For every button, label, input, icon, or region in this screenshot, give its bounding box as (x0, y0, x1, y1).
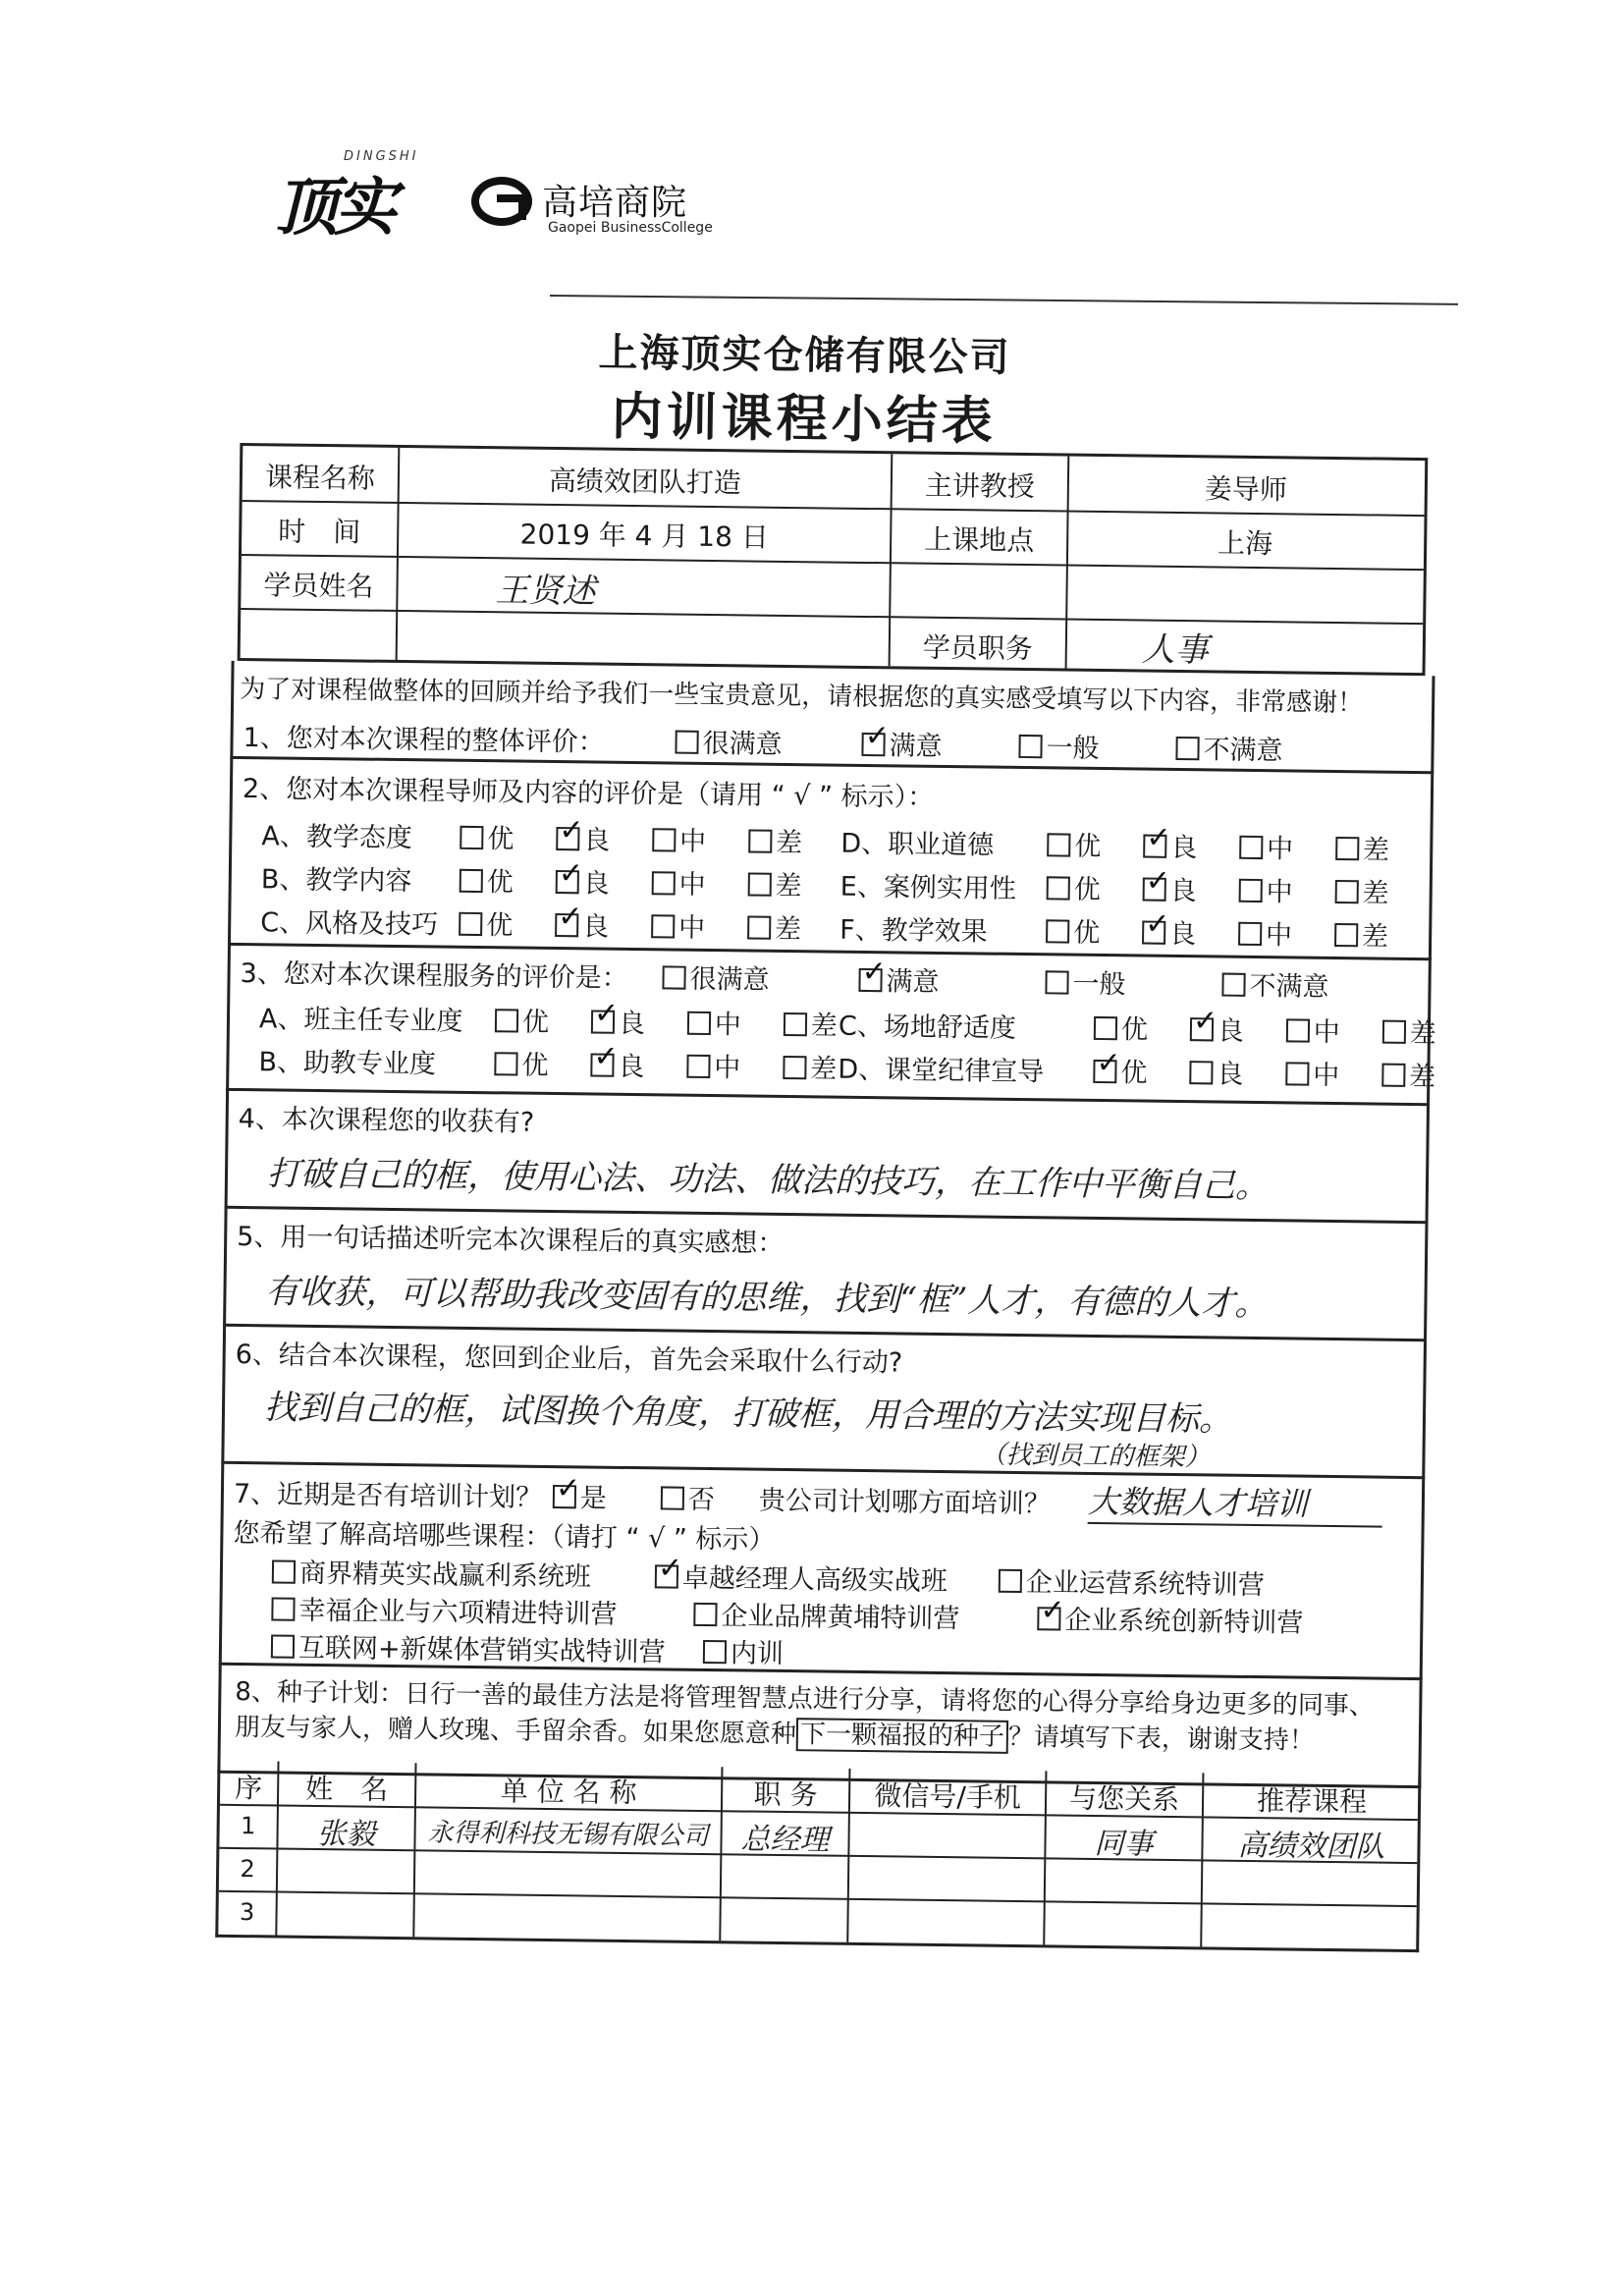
q2-item-e: E、案例实用性 (839, 871, 1016, 904)
q2-b-grades[interactable]: 优 ✓ 良 中 差 (460, 860, 802, 902)
col-header-no: 序 (234, 1771, 263, 1805)
q5-text: 5、用一句话描述听完本次课程后的真实感想： (237, 1221, 785, 1259)
q5-answer[interactable]: 有收获，可以帮助我改变固有的思维，找到“框”人才，有德的人才。 (265, 1272, 1269, 1325)
form-title: 内训课程小结表 (611, 387, 998, 452)
time-label: 时 间 (278, 515, 361, 549)
ref-row-divider (219, 1890, 1417, 1907)
checkbox-checked-icon[interactable] (1142, 921, 1165, 945)
q7-courses-question: 您希望了解高培哪些课程：（请打 “ √ ” 标示） (233, 1517, 776, 1556)
course-option-1[interactable]: 商界精英实战赢利系统班 (272, 1551, 591, 1593)
q7-option-yes[interactable]: ✓ 是 (553, 1476, 607, 1515)
checkbox-icon[interactable] (1382, 1020, 1406, 1044)
checkbox-icon[interactable] (748, 829, 772, 852)
section-q1 (230, 661, 1435, 774)
q7-option-no[interactable]: 否 (661, 1477, 715, 1516)
checkbox-icon[interactable] (271, 1597, 295, 1620)
teacher-label: 主讲教授 (924, 468, 1036, 504)
row-3-no: 3 (239, 1898, 255, 1927)
q6-answer[interactable]: 找到自己的框，试图换个角度，打破框，用合理的方法实现目标。 (263, 1388, 1233, 1440)
checkbox-icon[interactable] (1238, 922, 1262, 946)
checkbox-icon[interactable] (687, 1011, 711, 1035)
q6-answer-note[interactable]: （找到员工的框架） (980, 1440, 1211, 1473)
section-q3 (226, 946, 1436, 1106)
q1-option-satisfied[interactable]: ✓ 满意 (861, 724, 942, 763)
q7-plan-answer[interactable]: 大数据人才培训 (1088, 1477, 1383, 1528)
checkbox-icon[interactable] (1046, 919, 1069, 943)
q3-text: 3、您对本次课程服务的评价是： (240, 957, 628, 994)
q2-a-grades[interactable]: 优 ✓ 良 中 差 (460, 817, 802, 859)
section-q2 (228, 759, 1434, 960)
row-1-course[interactable]: 高绩效团队 (1237, 1828, 1385, 1865)
q3-item-b: B、助教专业度 (258, 1047, 437, 1080)
checkbox-icon[interactable] (675, 731, 698, 754)
q1-option-normal[interactable]: 一般 (1018, 726, 1099, 765)
checkbox-icon[interactable] (1381, 1064, 1405, 1087)
teacher-value: 姜导师 (1204, 472, 1288, 507)
course-option-6[interactable]: ✓ 企业系统创新特训营 (1037, 1598, 1303, 1639)
checkbox-icon[interactable] (1238, 879, 1262, 902)
section-q7 (219, 1464, 1425, 1680)
q2-item-f: F、教学效果 (839, 914, 988, 948)
checkbox-icon[interactable] (1285, 1062, 1309, 1085)
header-logos (275, 147, 727, 255)
section-q5 (223, 1209, 1428, 1341)
checkbox-icon[interactable] (661, 1486, 684, 1509)
course-option-8[interactable]: 内训 (703, 1631, 784, 1670)
q2-f-grades[interactable]: 优 ✓ 良 中 差 (1046, 910, 1388, 953)
checkbox-checked-icon[interactable] (861, 733, 885, 756)
checkbox-icon[interactable] (703, 1640, 727, 1664)
q1-option-very-satisfied[interactable]: 很满意 (675, 722, 782, 761)
course-option-3[interactable]: 企业运营系统特训营 (999, 1560, 1265, 1602)
checkbox-icon[interactable] (747, 915, 771, 939)
course-label: 课程名称 (264, 461, 376, 495)
referral-table (215, 1761, 1421, 1952)
checkbox-icon[interactable] (459, 912, 482, 936)
gaopei-logo-icon (471, 177, 532, 226)
col-header-relation: 与您关系 (1068, 1781, 1180, 1817)
checkbox-checked-icon[interactable] (1093, 1060, 1116, 1083)
q8-text-line2: 朋友与家人，赠人玫瑰、手留余香。如果您愿意种 下一颗福报的种子 ？请填写下表，谢谢支持！ (234, 1712, 1316, 1756)
q3-option-unsatisfied[interactable]: 不满意 (1221, 964, 1328, 1004)
col-header-phone: 微信号/手机 (874, 1779, 1022, 1815)
checkbox-icon[interactable] (651, 914, 675, 938)
student-label: 学员姓名 (263, 569, 374, 603)
q3-option-very-satisfied[interactable]: 很满意 (662, 957, 769, 996)
course-option-2[interactable]: ✓ 卓越经理人高级实战班 (655, 1556, 947, 1598)
col-header-title: 职 务 (753, 1777, 818, 1812)
q3-b-grades[interactable]: 优 ✓ 良 中 差 (494, 1043, 837, 1085)
q6-text: 6、结合本次课程，您回到企业后，首先会采取什么行动? (235, 1339, 903, 1379)
q7-plan-question: 贵公司计划哪方面培训？ (758, 1485, 1052, 1520)
checkbox-checked-icon[interactable] (655, 1564, 678, 1588)
checkbox-icon[interactable] (1094, 1016, 1117, 1040)
course-option-7[interactable]: 互联网+新媒体营销实战特训营 (271, 1625, 666, 1668)
checkbox-icon[interactable] (1335, 837, 1359, 860)
q2-item-b: B、教学内容 (260, 864, 412, 898)
q2-e-grades[interactable]: 优 ✓ 良 中 差 (1047, 867, 1389, 909)
form-sheet (144, 316, 1443, 2100)
checkbox-icon[interactable] (747, 872, 771, 896)
checkbox-icon[interactable] (494, 1052, 517, 1075)
checkbox-icon[interactable] (1175, 737, 1199, 760)
q3-c-grades[interactable]: 优 ✓ 良 中 差 (1094, 1008, 1436, 1050)
q3-option-satisfied[interactable]: ✓ 满意 (858, 959, 939, 999)
q2-item-c: C、风格及技巧 (260, 907, 439, 941)
gaopei-logo-text: 高培商院 (542, 183, 688, 223)
checkbox-checked-icon[interactable] (858, 968, 882, 992)
course-option-5[interactable]: 企业品牌黄埔特训营 (693, 1594, 959, 1635)
checkbox-icon[interactable] (784, 1012, 807, 1036)
info-row-divider (241, 608, 1423, 625)
checkbox-icon[interactable] (999, 1569, 1022, 1593)
checkbox-checked-icon[interactable] (1143, 878, 1166, 902)
checkbox-icon[interactable] (662, 965, 685, 989)
row-1-phone[interactable] (850, 1816, 1045, 1818)
q3-d-grades[interactable]: ✓优 良 中 差 (1093, 1051, 1435, 1093)
q8-highlight: 下一颗福报的种子 (796, 1718, 1008, 1754)
checkbox-icon[interactable] (460, 869, 483, 893)
row-1-relation[interactable]: 同事 (1094, 1826, 1154, 1862)
checkbox-icon[interactable] (495, 1009, 518, 1032)
checkbox-icon[interactable] (652, 828, 676, 851)
info-table (238, 443, 1429, 676)
position-label: 学员职务 (922, 630, 1034, 666)
time-value: 2019 年 4 月 18 日 (519, 518, 770, 554)
place-value: 上海 (1217, 526, 1273, 561)
position-value: 人事 (1141, 629, 1210, 671)
company-title: 上海顶实仓储有限公司 (598, 330, 1011, 381)
checkbox-icon[interactable] (1334, 923, 1358, 947)
checkbox-checked-icon[interactable] (553, 1485, 576, 1508)
checkbox-checked-icon[interactable] (555, 913, 578, 937)
checkbox-icon[interactable] (271, 1634, 295, 1658)
checkbox-icon[interactable] (1286, 1018, 1310, 1042)
gaopei-logo-en: Gaopei BusinessCollege (548, 220, 713, 236)
col-header-name: 姓 名 (304, 1772, 389, 1806)
header-divider (550, 295, 1458, 305)
checkbox-icon[interactable] (1189, 1061, 1213, 1084)
checkbox-icon[interactable] (686, 1055, 710, 1078)
q2-d-grades[interactable]: 优 ✓ 良 中 差 (1047, 824, 1389, 866)
checkbox-icon[interactable] (1047, 876, 1070, 900)
q3-item-c: C、场地舒适度 (838, 1011, 1017, 1044)
q2-c-grades[interactable]: 优 ✓ 良 中 差 (459, 903, 801, 946)
row-2-no: 2 (240, 1855, 255, 1884)
q3-item-a: A、班主任专业度 (258, 1004, 463, 1037)
dingshi-logo: 顶实 (275, 171, 393, 245)
intro-text: 为了对课程做整体的回顾并给予我们一些宝贵意见，请根据您的真实感受填写以下内容，非常感谢！ (240, 674, 1364, 719)
q2-text: 2、您对本次课程导师及内容的评价是（请用 “ √ ” 标示）： (242, 774, 935, 813)
col-header-company: 单 位 名 称 (500, 1775, 637, 1810)
checkbox-icon[interactable] (1221, 973, 1245, 997)
q7-text: 7、近期是否有培训计划？ (233, 1478, 543, 1513)
checkbox-icon[interactable] (272, 1559, 296, 1583)
section-q4 (225, 1091, 1430, 1224)
checkbox-checked-icon[interactable] (591, 1010, 615, 1033)
checkbox-icon[interactable] (1334, 880, 1358, 903)
checkbox-checked-icon[interactable] (556, 870, 579, 894)
checkbox-icon[interactable] (1239, 836, 1263, 859)
q2-item-a: A、教学态度 (261, 821, 413, 854)
q4-text: 4、本次课程您的收获有? (238, 1103, 535, 1138)
course-option-4[interactable]: 幸福企业与六项精进特训营 (271, 1588, 617, 1630)
checkbox-checked-icon[interactable] (1143, 835, 1166, 858)
student-value: 王贤述 (495, 571, 596, 612)
course-value: 高绩效团队打造 (548, 464, 742, 500)
checkbox-icon[interactable] (1045, 970, 1068, 994)
row-1-no: 1 (240, 1812, 256, 1840)
q1-text: 1、您对本次课程的整体评价： (243, 723, 605, 758)
q2-item-d: D、职业道德 (840, 828, 995, 861)
row-1-company[interactable]: 永得利科技无锡有限公司 (427, 1818, 709, 1852)
checkbox-icon[interactable] (1047, 833, 1070, 856)
checkbox-icon[interactable] (783, 1056, 806, 1079)
place-label: 上课地点 (923, 522, 1035, 558)
dingshi-logo-sub: DINGSHI (344, 149, 419, 164)
q1-option-unsatisfied[interactable]: 不满意 (1175, 728, 1282, 767)
checkbox-checked-icon[interactable] (1037, 1607, 1060, 1630)
row-1-title[interactable]: 总经理 (740, 1822, 830, 1858)
q3-a-grades[interactable]: 优 ✓ 良 中 差 (495, 1000, 838, 1042)
section-q6 (221, 1327, 1427, 1479)
q3-option-normal[interactable]: 一般 (1045, 961, 1125, 1001)
checkbox-checked-icon[interactable] (556, 827, 579, 850)
row-1-name[interactable]: 张毅 (316, 1817, 376, 1852)
checkbox-checked-icon[interactable] (1190, 1017, 1214, 1041)
q8-text-line1: 8、种子计划：日行一善的最佳方法是将管理智慧点进行分享，请将您的心得分享给身边更多的同事、 (235, 1676, 1376, 1722)
q3-item-d: D、课堂纪律宣导 (838, 1054, 1045, 1088)
checkbox-icon[interactable] (651, 871, 675, 895)
checkbox-icon[interactable] (460, 826, 483, 849)
col-header-course: 推荐课程 (1256, 1784, 1368, 1819)
checkbox-icon[interactable] (1018, 735, 1042, 758)
q4-answer[interactable]: 打破自己的框，使用心法、功法、做法的技巧，在工作中平衡自己。 (266, 1154, 1270, 1207)
checkbox-icon[interactable] (693, 1603, 717, 1626)
checkbox-checked-icon[interactable] (590, 1053, 614, 1076)
